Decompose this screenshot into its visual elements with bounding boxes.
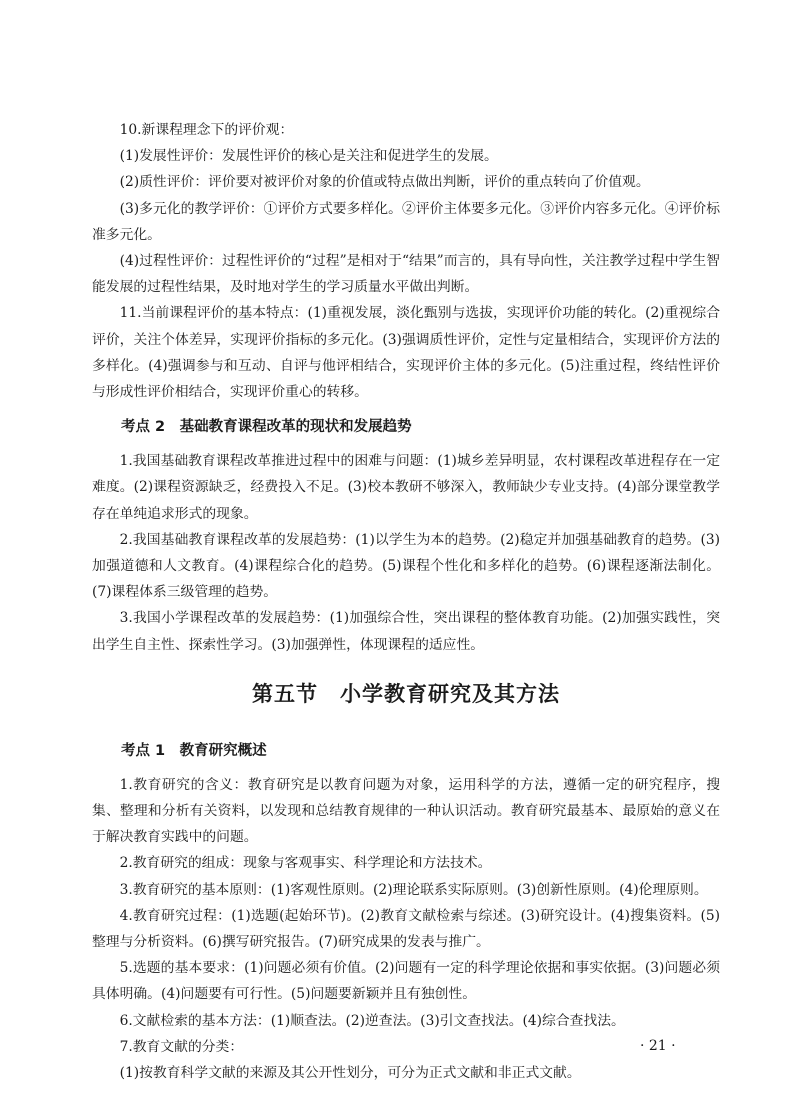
paragraph: (4)过程性评价：过程性评价的“过程”是相对于“结果”而言的，具有导向性，关注教学过程中学生智能发展的过程性结果，及时地对学生的学习质量水平做出判断。 xyxy=(92,253,720,296)
paragraph: 7.教育文献的分类： xyxy=(119,1038,244,1055)
page-body xyxy=(92,117,720,1086)
paragraph: (1)发展性评价：发展性评价的核心是关注和促进学生的发展。 xyxy=(119,148,498,165)
section-heading: 考点 1 教育研究概述 xyxy=(121,742,267,759)
paragraph: 2.我国基础教育课程改革的发展趋势：(1)以学生为本的趋势。(2)稳定并加强基础教育的趋势。(3)加强道德和人文教育。(4)课程综合化的趋势。(5)课程个性化和多样化的趋势。(6)课程逐渐法制化。(7)课程体系三级管理的趋势。 xyxy=(92,531,720,601)
chapter-title: 第五节 小学教育研究及其方法 xyxy=(252,681,560,706)
paragraph: 4.教育研究过程：(1)选题(起始环节)。(2)教育文献检索与综述。(3)研究设计。(4)搜集资料。(5)整理与分析资料。(6)撰写研究报告。(7)研究成果的发表与推广。 xyxy=(92,907,720,951)
paragraph: 2.教育研究的组成：现象与客观事实、科学理论和方法技术。 xyxy=(119,855,492,872)
paragraph: 1.教育研究的含义：教育研究是以教育问题为对象，运用科学的方法，遵循一定的研究程序，搜集、整理和分析有关资料，以发现和总结教育规律的一种认识活动。教育研究最基本、最原始的意义在于解决教育实践中的问题。 xyxy=(92,776,720,846)
paragraph: 5.选题的基本要求：(1)问题必须有价值。(2)问题有一定的科学理论依据和事实依据。(3)问题必须具体明确。(4)问题要有可行性。(5)问题要新颖并且有独创性。 xyxy=(92,960,720,1003)
paragraph: (2)质性评价：评价要对被评价对象的价值或特点做出判断，评价的重点转向了价值观。 xyxy=(119,174,650,191)
paragraph: 10.新课程理念下的评价观： xyxy=(119,122,294,138)
paragraph: 3.教育研究的基本原则：(1)客观性原则。(2)理论联系实际原则。(3)创新性原则。(4)伦理原则。 xyxy=(119,881,708,898)
paragraph: (1)按教育科学文献的来源及其公开性划分，可分为正式文献和非正式文献。 xyxy=(119,1065,581,1082)
paragraph: 3.我国小学课程改革的发展趋势：(1)加强综合性，突出课程的整体教育功能。(2)加强实践性，突出学生自主性、探索性学习。(3)加强弹性，体现课程的适应性。 xyxy=(92,610,720,653)
paragraph: 11.当前课程评价的基本特点：(1)重视发展，淡化甄别与选拔，实现评价功能的转化。(2)重视综合评价，关注个体差异，实现评价指标的多元化。(3)强调质性评价，定性与定量相结合，实现评价方法的多样化。(4)强调参与和互动、自评与他评相结合，实现评价主体的多元化。(5)注重过程，终结性评价与形成性评价相结合，实现评价重心的转移。 xyxy=(92,305,720,401)
paragraph: (3)多元化的教学评价：①评价方式要多样化。②评价主体要多元化。③评价内容多元化。④评价标准多元化。 xyxy=(92,200,720,243)
page-number: · 21 · xyxy=(640,1038,676,1054)
paragraph: 6.文献检索的基本方法：(1)顺查法。(2)逆查法。(3)引文查找法。(4)综合查找法。 xyxy=(119,1012,625,1029)
paragraph: 1.我国基础教育课程改革推进过程中的困难与问题：(1)城乡差异明显，农村课程改革进程存在一定难度。(2)课程资源缺乏，经费投入不足。(3)校本教研不够深入，教师缺少专业支持。(4)部分课堂教学存在单纯追求形式的现象。 xyxy=(92,453,720,522)
section-heading: 考点 2 基础教育课程改革的现状和发展趋势 xyxy=(121,419,412,436)
